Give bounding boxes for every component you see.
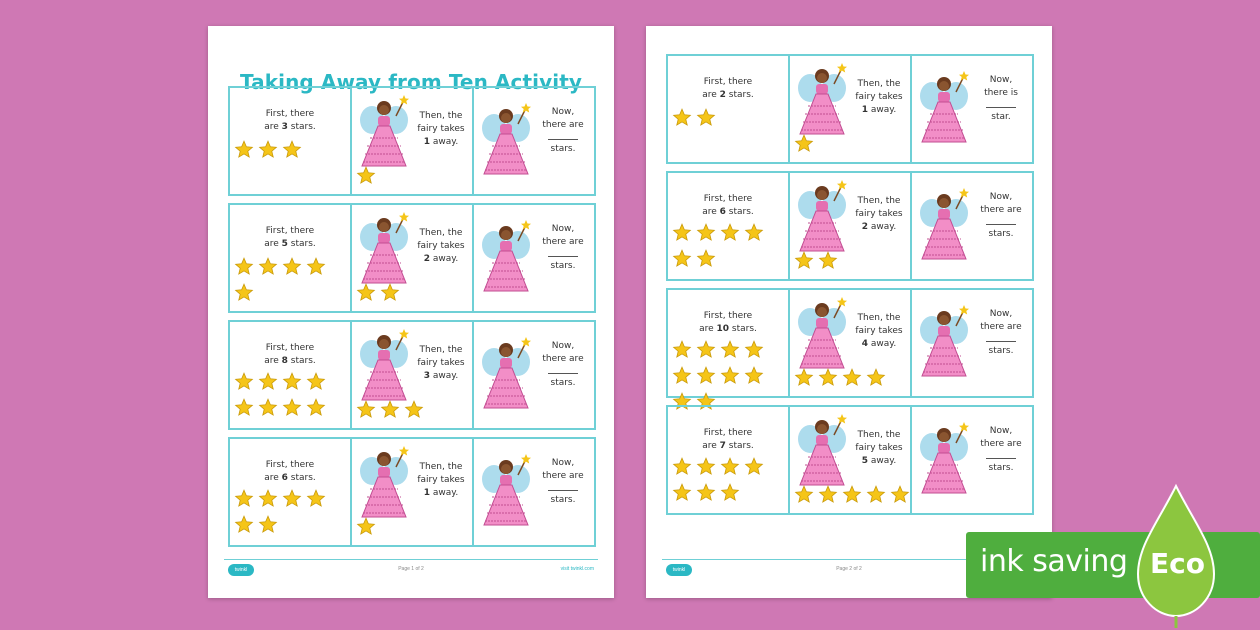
star-icon: [720, 340, 740, 364]
first-text: First, there are 7 stars.: [702, 428, 754, 451]
first-count: 5: [281, 239, 288, 249]
star-icon: [306, 372, 326, 396]
answer-blank[interactable]: [548, 256, 578, 257]
page-number: Page 1 of 2: [398, 566, 424, 572]
activity-row: [228, 320, 596, 430]
first-count: 6: [719, 207, 726, 217]
first-count: 6: [281, 473, 288, 483]
star-icon: [306, 398, 326, 422]
now-cell: [474, 205, 594, 311]
star-icon: [744, 457, 764, 481]
star-icon: [794, 485, 814, 509]
star-icon: [234, 257, 254, 281]
fairy-icon: [478, 102, 534, 180]
star-icon: [744, 340, 764, 364]
star-icon: [306, 489, 326, 513]
star-icon: [720, 483, 740, 507]
now-text: Now, there are stars.: [980, 426, 1022, 473]
eco-label: Eco: [1150, 547, 1205, 580]
now-cell: [912, 173, 1032, 279]
take-count: 1: [861, 105, 869, 115]
first-text: First, there are 5 stars.: [264, 226, 316, 249]
first-cell: [668, 290, 790, 396]
take-count: 5: [861, 456, 869, 466]
fairy-icon: [356, 94, 412, 172]
twinkl-logo: twinkl: [666, 564, 692, 576]
first-cell: [668, 407, 790, 513]
star-icon: [720, 223, 740, 247]
star-icon: [744, 366, 764, 390]
fairy-icon: [916, 421, 972, 499]
star-icon: [234, 140, 254, 164]
star-icon: [306, 257, 326, 281]
take-cell: [790, 290, 912, 396]
take-cell: [790, 173, 912, 279]
ink-saving-text: ink saving: [980, 544, 1128, 579]
fairy-icon: [478, 336, 534, 414]
star-icon: [282, 398, 302, 422]
star-icon: [404, 400, 424, 424]
star-icon: [282, 489, 302, 513]
star-icon: [866, 485, 886, 509]
first-count: 2: [719, 90, 726, 100]
take-cell: [352, 205, 474, 311]
now-text: Now, there are stars.: [980, 192, 1022, 239]
first-cell: [668, 173, 790, 279]
star-icon: [258, 515, 278, 539]
take-text: Then, the fairy takes 2 away.: [855, 196, 903, 232]
activity-row: [228, 86, 596, 196]
star-icon: [818, 251, 838, 275]
answer-blank[interactable]: [548, 490, 578, 491]
star-icon: [818, 485, 838, 509]
answer-blank[interactable]: [548, 373, 578, 374]
star-icon: [890, 485, 910, 509]
now-cell: [474, 88, 594, 194]
twinkl-logo: twinkl: [228, 564, 254, 576]
first-text: First, there are 2 stars.: [702, 77, 754, 100]
star-icon: [818, 368, 838, 392]
first-count: 8: [281, 356, 288, 366]
star-icon: [356, 283, 376, 307]
star-icon: [794, 251, 814, 275]
star-icon: [672, 457, 692, 481]
now-text: Now, there are stars.: [542, 341, 584, 388]
first-cell: [230, 205, 352, 311]
now-cell: [474, 322, 594, 428]
fairy-icon: [794, 413, 850, 491]
take-text: Then, the fairy takes 1 away.: [855, 79, 903, 115]
star-icon: [696, 457, 716, 481]
star-icon: [282, 372, 302, 396]
star-icon: [258, 372, 278, 396]
star-icon: [356, 517, 376, 541]
star-icon: [234, 372, 254, 396]
star-icon: [672, 249, 692, 273]
first-cell: [668, 56, 790, 162]
star-icon: [380, 283, 400, 307]
star-icon: [380, 400, 400, 424]
first-cell: [230, 439, 352, 545]
first-text: First, there are 3 stars.: [264, 109, 316, 132]
star-icon: [672, 483, 692, 507]
star-icon: [794, 368, 814, 392]
star-icon: [866, 368, 886, 392]
take-text: Then, the fairy takes 4 away.: [855, 313, 903, 349]
take-cell: [352, 88, 474, 194]
take-count: 3: [423, 371, 431, 381]
star-icon: [258, 140, 278, 164]
first-text: First, there are 8 stars.: [264, 343, 316, 366]
fairy-icon: [794, 296, 850, 374]
now-text: Now, there are stars.: [980, 309, 1022, 356]
take-text: Then, the fairy takes 3 away.: [417, 345, 465, 381]
star-icon: [234, 283, 254, 307]
star-icon: [794, 134, 814, 158]
take-text: Then, the fairy takes 2 away.: [417, 228, 465, 264]
star-icon: [672, 340, 692, 364]
first-text: First, there are 6 stars.: [264, 460, 316, 483]
star-icon: [356, 166, 376, 190]
take-cell: [352, 439, 474, 545]
fairy-icon: [478, 219, 534, 297]
ink-saving-eco-badge: [966, 482, 1260, 630]
take-cell: [790, 56, 912, 162]
take-text: Then, the fairy takes 5 away.: [855, 430, 903, 466]
page-footer: [224, 559, 598, 576]
activity-row: [666, 288, 1034, 398]
now-text: Now, there is star.: [984, 75, 1018, 122]
worksheet-title: Taking Away from Ten Activity: [239, 70, 583, 94]
fairy-icon: [356, 445, 412, 523]
first-cell: [230, 88, 352, 194]
star-icon: [282, 257, 302, 281]
now-text: Now, there are stars.: [542, 458, 584, 505]
answer-blank[interactable]: [986, 224, 1016, 225]
take-count: 1: [423, 488, 431, 498]
take-count: 2: [861, 222, 869, 232]
answer-blank[interactable]: [986, 458, 1016, 459]
take-text: Then, the fairy takes 1 away.: [417, 111, 465, 147]
take-cell: [352, 322, 474, 428]
now-cell: [912, 290, 1032, 396]
fairy-icon: [356, 328, 412, 406]
page-number: Page 2 of 2: [836, 566, 862, 572]
activity-row: [666, 54, 1034, 164]
star-icon: [696, 223, 716, 247]
first-count: 10: [716, 324, 730, 334]
answer-blank[interactable]: [986, 341, 1016, 342]
star-icon: [696, 108, 716, 132]
fairy-icon: [794, 179, 850, 257]
activity-row: [228, 437, 596, 547]
take-count: 2: [423, 254, 431, 264]
first-count: 3: [281, 122, 288, 132]
star-icon: [672, 223, 692, 247]
star-icon: [696, 340, 716, 364]
star-icon: [258, 489, 278, 513]
answer-blank[interactable]: [548, 139, 578, 140]
take-text: Then, the fairy takes 1 away.: [417, 462, 465, 498]
star-icon: [672, 108, 692, 132]
first-cell: [230, 322, 352, 428]
now-text: Now, there are stars.: [542, 224, 584, 271]
now-cell: [912, 56, 1032, 162]
first-text: First, there are 6 stars.: [702, 194, 754, 217]
take-count: 4: [861, 339, 869, 349]
star-icon: [720, 366, 740, 390]
star-icon: [672, 366, 692, 390]
fairy-icon: [916, 304, 972, 382]
first-count: 7: [719, 441, 726, 451]
fairy-icon: [356, 211, 412, 289]
star-icon: [696, 366, 716, 390]
star-icon: [356, 400, 376, 424]
star-icon: [282, 140, 302, 164]
fairy-icon: [794, 62, 850, 140]
star-icon: [234, 515, 254, 539]
worksheet-page-1: [208, 26, 614, 598]
star-icon: [258, 398, 278, 422]
fairy-icon: [916, 70, 972, 148]
fairy-icon: [478, 453, 534, 531]
activity-row: [666, 171, 1034, 281]
take-cell: [790, 407, 912, 513]
now-text: Now, there are stars.: [542, 107, 584, 154]
take-count: 1: [423, 137, 431, 147]
star-icon: [842, 368, 862, 392]
star-icon: [842, 485, 862, 509]
star-icon: [234, 398, 254, 422]
fairy-icon: [916, 187, 972, 265]
star-icon: [720, 457, 740, 481]
site-link: visit twinkl.com: [560, 566, 594, 572]
star-icon: [696, 249, 716, 273]
star-icon: [258, 257, 278, 281]
star-icon: [696, 483, 716, 507]
now-cell: [474, 439, 594, 545]
star-icon: [744, 223, 764, 247]
answer-blank[interactable]: [986, 107, 1016, 108]
star-icon: [234, 489, 254, 513]
first-text: First, there are 10 stars.: [699, 311, 757, 334]
activity-row: [228, 203, 596, 313]
